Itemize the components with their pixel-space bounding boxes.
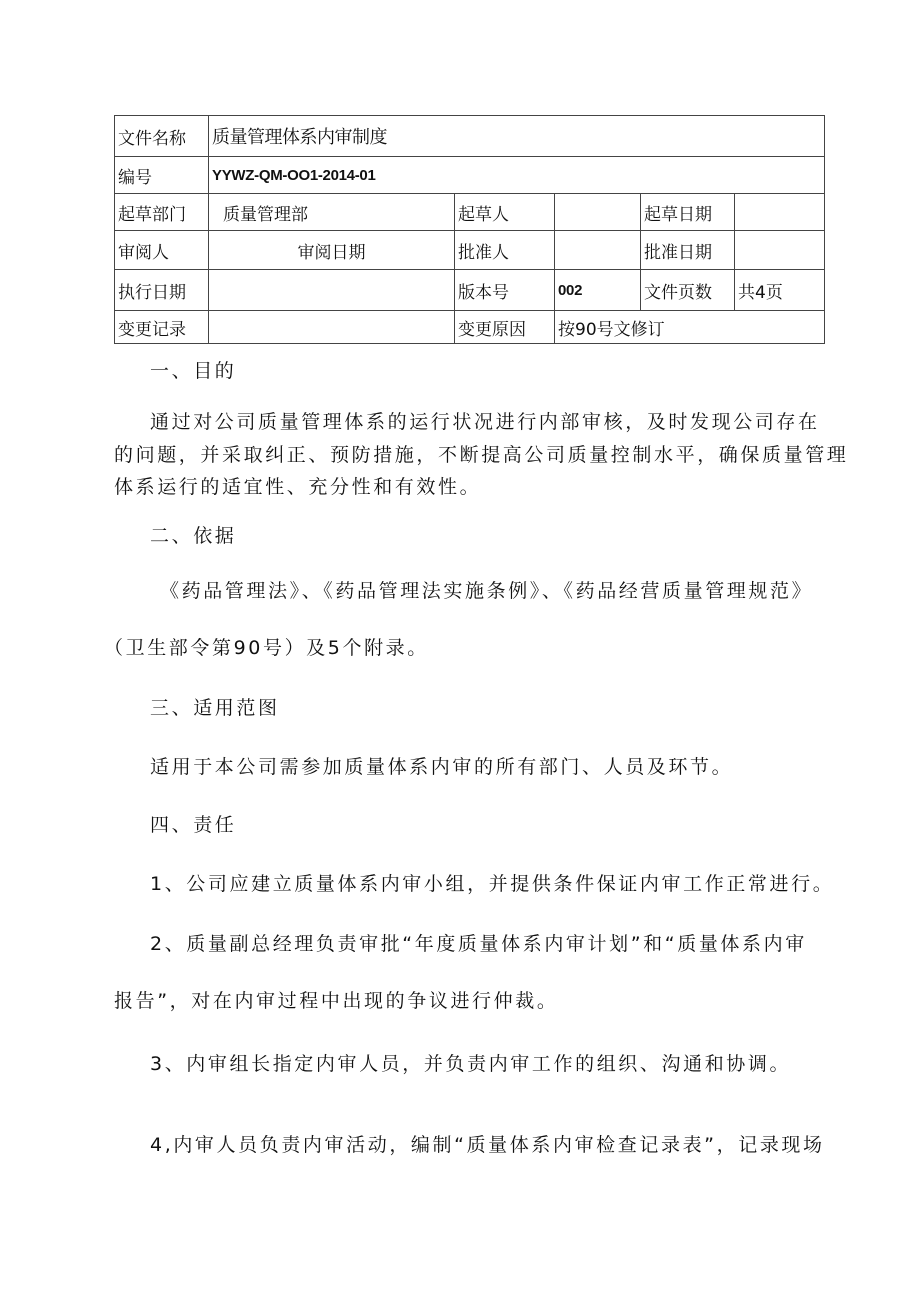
basis-paragraph-line-2: （卫生部令第90号）及5个附录。 [104, 637, 429, 659]
drafter-label: 起草人 [455, 194, 555, 231]
approval-date-value [735, 231, 825, 270]
scope-paragraph: 适用于本公司需参加质量体系内审的所有部门、人员及环节。 [150, 756, 734, 778]
approver-label: 批准人 [455, 231, 555, 270]
section-heading-scope: 三、适用范图 [150, 697, 280, 719]
responsibility-item-2-line-1: 2、质量副总经理负责审批“年度质量体系内审计划”和“质量体系内审 [150, 933, 807, 955]
reviewer-label: 审阅人 [115, 231, 209, 270]
change-reason-value: 按90号文修订 [555, 311, 825, 344]
draft-date-value [735, 194, 825, 231]
purpose-paragraph-line-1: 通过对公司质量管理体系的运行状况进行内部审核，及时发现公司存在 [150, 411, 820, 433]
table-row [115, 231, 825, 270]
purpose-paragraph-line-2: 的问题，并采取纠正、预防措施，不断提高公司质量控制水平，确保质量管理 [114, 444, 849, 466]
purpose-paragraph-line-3: 体系运行的适宜性、充分性和有效性。 [114, 476, 482, 498]
change-record-value [209, 311, 455, 344]
page-count-label: 文件页数 [641, 270, 735, 311]
responsibility-item-4: 4,内审人员负责内审活动，编制“质量体系内审检查记录表”，记录现场 [150, 1134, 825, 1156]
table-row [115, 270, 825, 311]
table-row [115, 116, 825, 157]
drafter-value [555, 194, 641, 231]
responsibility-item-2-line-2: 报告”，对在内审过程中出现的争议进行仲裁。 [114, 990, 559, 1012]
change-reason-label: 变更原因 [455, 311, 555, 344]
doc-number-value: YYWZ-QM-OO1-2014-01 [209, 157, 825, 194]
basis-paragraph-line-1: 《药品管理法》、《药品管理法实施条例》、《药品经营质量管理规范》 [160, 580, 814, 602]
effective-date-label: 执行日期 [115, 270, 209, 311]
doc-number-label: 编号 [115, 157, 209, 194]
approver-value [555, 231, 641, 270]
version-label: 版本号 [455, 270, 555, 311]
review-date-label: 审阅日期 [209, 231, 455, 270]
responsibility-item-3: 3、内审组长指定内审人员，并负责内审工作的组织、沟通和协调。 [150, 1053, 792, 1075]
draft-dept-value: 质量管理部 [209, 194, 455, 231]
change-record-label: 变更记录 [115, 311, 209, 344]
approval-date-label: 批准日期 [641, 231, 735, 270]
section-heading-purpose: 一、目的 [150, 360, 237, 382]
page-count-value: 共4页 [735, 270, 825, 311]
effective-date-value [209, 270, 455, 311]
draft-date-label: 起草日期 [641, 194, 735, 231]
table-row [115, 311, 825, 344]
document-control-table [114, 115, 825, 344]
file-name-value: 质量管理体系内审制度 [209, 116, 825, 157]
version-value: 002 [555, 270, 641, 311]
section-heading-basis: 二、依据 [150, 525, 237, 547]
file-name-label: 文件名称 [115, 116, 209, 157]
table-row [115, 157, 825, 194]
draft-dept-label: 起草部门 [115, 194, 209, 231]
section-heading-responsibility: 四、责任 [150, 814, 237, 836]
responsibility-item-1: 1、公司应建立质量体系内审小组，并提供条件保证内审工作正常进行。 [150, 873, 835, 895]
table-row [115, 194, 825, 231]
